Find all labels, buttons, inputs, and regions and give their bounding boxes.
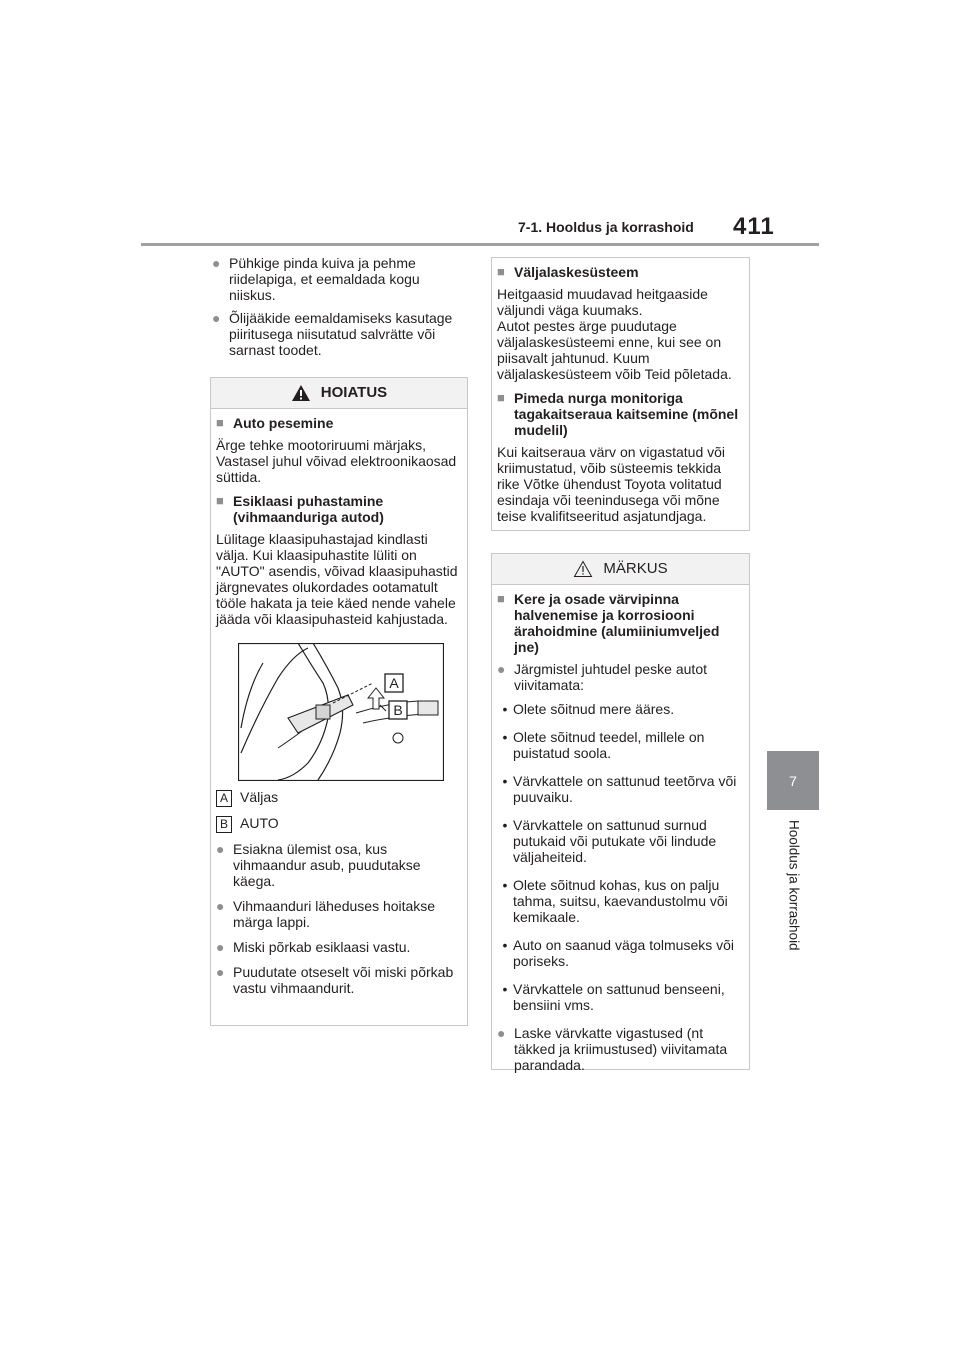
label-b-box: B [216,816,232,833]
subsection-heading: ■ Kere ja osade värvipinna halvenemise ja korrosiooni ärahoidmine (alumiiniumveljed jne) [497,591,720,655]
callout-a-label: A [389,675,399,691]
list-item: ● Puudutate otseselt või miski põrkab vastu vihmaandurit. [216,963,454,996]
chapter-side-label [779,820,809,970]
warning-title: HOIATUS [320,384,388,401]
bullet-icon: ● [216,938,225,955]
notice-title: MÄRKUS [603,560,668,577]
paragraph: Heitgaasid muudavad heitgaaside väljundi väga kuumaks. [497,286,708,318]
subsection-heading: ■ Auto pesemine [216,415,334,431]
square-bullet-icon: ■ [497,390,505,405]
dash-list-item: • Auto on saanud väga tolmuseks või poriseks. [502,937,735,969]
paragraph: Kui kaitseraua värv on vigastatud või kriimustatud, võib süsteemis tekkida rike Võtke ühendust Toyota volitatud esindaja või teenindusega või mõne teise kvalifitseeritud asjatundjaga. [497,444,726,524]
dash-list-item: • Olete sõitnud kohas, kus on palju tahma, suitsu, kaevandustolmu või kemikaale. [502,877,728,925]
warning-triangle-icon [291,384,311,402]
square-bullet-icon: ■ [216,493,224,508]
dash-list-item: • Olete sõitnud mere ääres. [502,701,675,717]
bullet-icon: ● [497,1025,506,1041]
header-rule [141,243,819,246]
square-bullet-icon: ■ [497,264,505,279]
wiper-switch-illustration [238,643,444,781]
legend-row-b: B AUTO [216,815,462,833]
dash-list-item: • Värvkattele on sattunud surnud putukaid või putukate või lindude väljaheiteid. [502,817,717,865]
page-number: 411 [733,213,775,240]
square-bullet-icon: ■ [497,591,505,606]
list-item: ● Järgmistel juhtudel peske autot viivitamata: [497,661,707,693]
list-item: ● Laske värvkatte vigastused (nt täkked ja kriimustused) viivitamata parandada. [497,1025,728,1073]
notice-box [491,553,750,1073]
subsection-heading: ■ Pimeda nurga monitoriga tagakaitseraua kaitsemine (mõnel mudelil) [497,390,739,438]
warning-box [210,377,468,1026]
bullet-icon: ● [216,963,225,980]
paragraph: Ärge tehke mootoriruumi märjaks, Vastasel juhul võivad elektroonikaosad süttida. [216,437,457,485]
paragraph: Autot pestes ärge puudutage väljalaskesüsteemi enne, kui see on piisavalt jahtunud. Kuum väljalaskesüsteem võib Teid põletada. [497,318,732,382]
notice-header [492,554,749,585]
warning-header [211,378,467,409]
dash-list-item: • Olete sõitnud teedel, millele on puistatud soola. [502,729,705,761]
bullet-icon: ● [212,310,221,326]
list-item: ● Vihmaanduri läheduses hoitakse märga lappi. [216,897,436,930]
chapter-number: 7 [789,772,797,789]
list-item: ● Miski põrkab esiklaasi vastu. [216,938,411,955]
dash-list-item: • Värvkattele on sattunud teetõrva või puuvaiku. [502,773,737,805]
section-title: 7-1. Hooldus ja korrashoid [518,219,694,235]
dash-list-item: • Värvkattele on sattunud benseeni, bensiini vms. [502,981,725,1013]
bullet-icon: ● [216,840,225,857]
bullet-icon: ● [216,897,225,914]
paragraph: Lülitage klaasipuhastajad kindlasti välja. Kui klaasipuhastite lüliti on "AUTO" asendis, võivad klaasipuhastid järgnevates olukordades ootamatult tööle hakata ja teie käed nende vahele jääda või klaasipuhasteid kahjustada. [216,531,458,627]
list-item: ● Esiakna ülemist osa, kus vihmaandur asub, puudutakse käega. [216,840,421,889]
chapter-tab [767,751,819,810]
square-bullet-icon: ■ [216,415,224,430]
list-item: ● Pühkige pinda kuiva ja pehme riidelapiga, et eemaldada kogu niiskus. [212,255,420,303]
label-a-box: A [216,790,232,807]
list-item: ● Õlijääkide eemaldamiseks kasutage piiritusega niisutatud salvrätte või sarnast toodet. [212,310,453,358]
warning-continued-box [491,257,750,531]
intro-bullets [212,255,467,358]
callout-b-label: B [393,702,403,718]
subsection-heading: ■ Esiklaasi puhastamine (vihmaanduriga autod) [216,493,384,525]
chapter-title: Hooldus ja korrashoid [786,820,802,951]
subsection-heading: ■ Väljalaskesüsteem [497,264,639,280]
legend-row-a: A Väljas [216,789,462,807]
notice-triangle-icon [573,560,593,578]
bullet-icon: ● [497,661,506,677]
bullet-icon: ● [212,255,221,271]
